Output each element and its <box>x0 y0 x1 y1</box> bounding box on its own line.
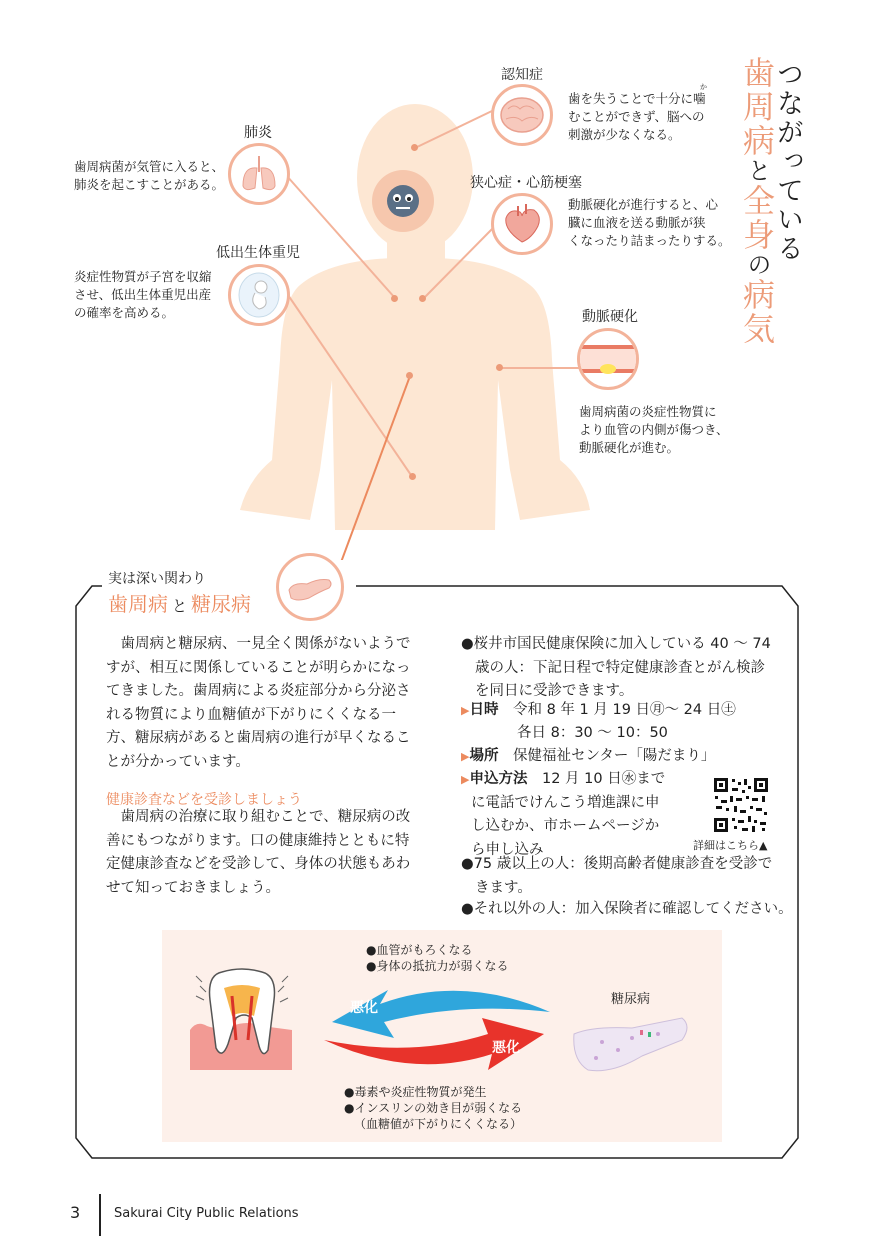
diagram-top-notes: ●血管がもろくなる ●身体の抵抗力が弱くなる <box>366 943 509 973</box>
subheading-checkup: 健康診査などを受診しましょう <box>106 792 302 808</box>
desc-dementia: 歯を失うことで十分に噛 むことができず、脳への 刺激が少なくなる。 <box>568 91 706 142</box>
paragraph-intro: 歯周病と糖尿病、一見全く関係がないようで すが、相互に関係していることが明らかになっ てきました。歯周病による炎症部分から分泌さ れる物質により血糖値が下がりにくくなる一 方、糖尿病があると歯周病の進行が早くなるこ とが分かっています。 <box>106 636 411 770</box>
qr-code[interactable] <box>712 776 770 834</box>
title-line-1: つながっている <box>772 60 803 263</box>
dot-brain <box>411 144 418 151</box>
label-heart: 狭心症・心筋梗塞 <box>470 175 582 191</box>
desc-arterio: 歯周病菌の炎症性物質に より血管の内側が傷つき、 動脈硬化が進む。 <box>579 404 729 455</box>
dot-pancreas <box>406 372 413 379</box>
mouth-germ-illustration <box>372 170 434 232</box>
footer-divider <box>99 1194 101 1236</box>
publication-name: Sakurai City Public Relations <box>114 1206 299 1221</box>
pancreas-illustration <box>276 553 344 621</box>
artery-illustration <box>577 328 639 390</box>
dot-heart <box>419 295 426 302</box>
dot-uterus <box>409 473 416 480</box>
fetus-illustration <box>228 264 290 326</box>
arrow-label-worsen-top: 悪化 <box>350 1000 378 1016</box>
label-dementia: 認知症 <box>501 67 543 83</box>
desc-lowbirth: 炎症性物質が子宮を収縮 させ、低出生体重児出産 の確率を高める。 <box>74 269 212 320</box>
info-apply: ▶申込方法 12 月 10 日㊌まで に電話でけんこう増進課に申 し込むか、市ホームページか ら申し込み <box>461 771 666 858</box>
label-lowbirth: 低出生体重児 <box>216 245 300 261</box>
section-kicker: 実は深い関わり <box>108 571 206 587</box>
label-arterio: 動脈硬化 <box>582 309 638 325</box>
qr-caption: 詳細はこちら▲ <box>693 839 768 852</box>
paragraph-checkup: 歯周病の治療に取り組むことで、糖尿病の改 善にもつながります。口の健康維持とともに特 定健康診査などを受診して、身体の状態もあわ せて知っておきましょう。 <box>106 809 411 896</box>
page-number: 3 <box>70 1203 81 1222</box>
info-date: ▶日時 令和 8 年 1 月 19 日㊊～ 24 日㊏ <box>461 702 736 718</box>
pancreas-diagram <box>574 1018 687 1071</box>
label-pneumonia: 肺炎 <box>244 125 272 141</box>
brain-illustration <box>491 84 553 146</box>
arrow-label-worsen-bottom: 悪化 <box>492 1040 520 1056</box>
diagram-label-diabetes: 糖尿病 <box>611 992 651 1007</box>
heart-illustration <box>491 193 553 255</box>
title-line-2: 歯周病と全身の病気 <box>738 56 776 346</box>
info-national-insurance: ●桜井市国民健康保険に加入している 40 ～ 74 歳の人：下記日程で特定健康診査とがん検診 を同日に受診できます。 <box>461 636 771 699</box>
lung-illustration <box>228 143 290 205</box>
info-time: 各日 8：30 ～ 10：50 <box>517 725 668 741</box>
info-others: ●それ以外の人：加入保険者に確認してください。 <box>461 901 793 917</box>
section-heading: 歯周病 と 糖尿病 <box>108 592 252 616</box>
tooth-illustration <box>190 969 292 1070</box>
dot-artery <box>496 364 503 371</box>
desc-heart: 動脈硬化が進行すると、心 臓に血液を送る動脈が狭 くなったり詰まったりする。 <box>568 197 731 248</box>
desc-pneumonia: 歯周病菌が気管に入ると、 肺炎を起こすことがある。 <box>74 159 225 192</box>
ruby-ka: か <box>700 83 707 91</box>
diagram-bottom-notes: ●毒素や炎症性物質が発生 ●インスリンの効き目が弱くなる （血糖値が下がりにくくなる） <box>344 1085 523 1131</box>
info-place: ▶場所 保健福祉センター「陽だまり」 <box>461 748 716 764</box>
info-75-plus: ●75 歳以上の人：後期高齢者健康診査を受診で きます。 <box>461 856 773 896</box>
dot-lung <box>391 295 398 302</box>
